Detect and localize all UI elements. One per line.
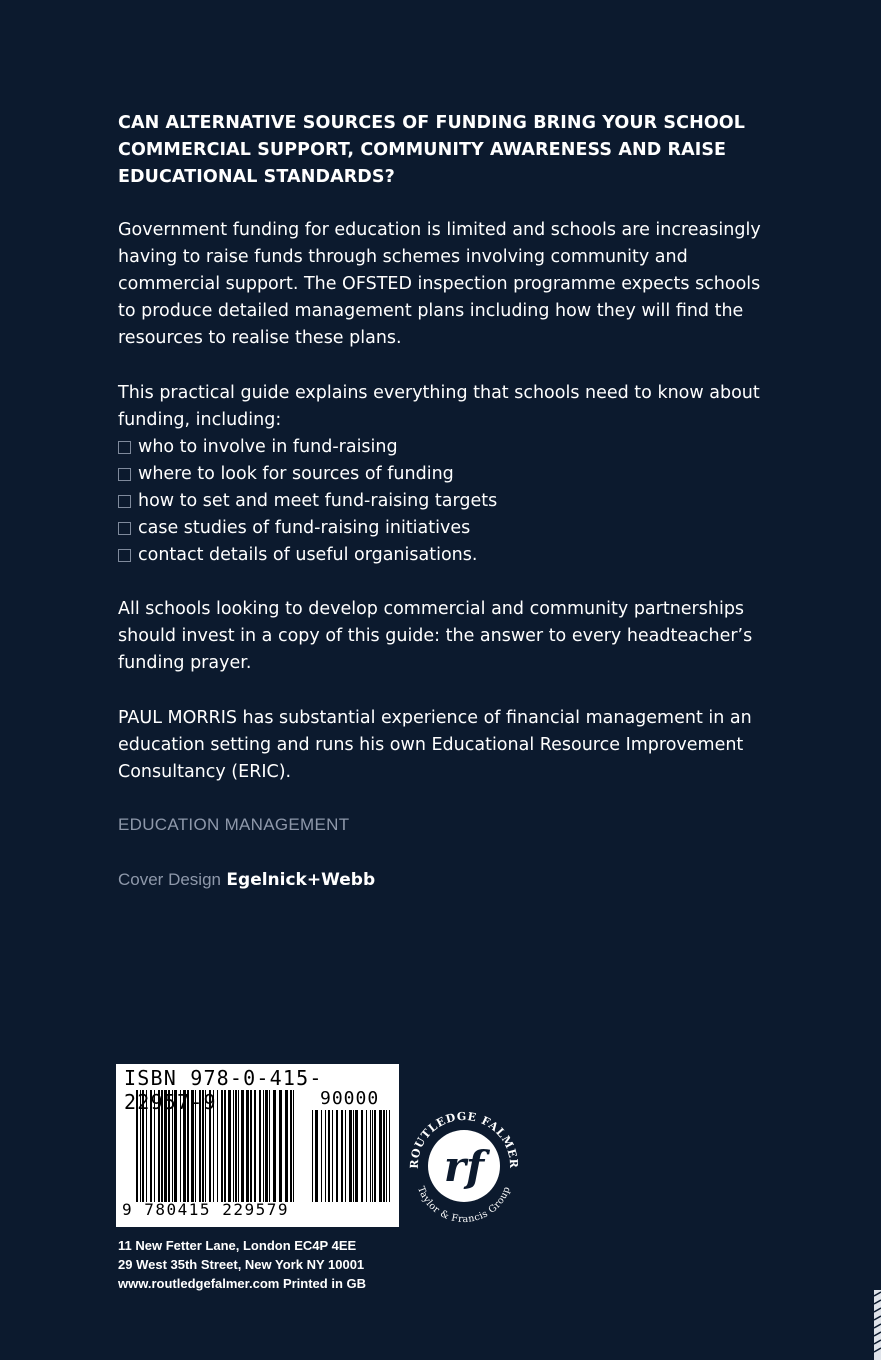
barcode-bar bbox=[379, 1110, 382, 1202]
author-bio: PAUL MORRIS has substantial experience of financial management in an education setting and runs his own Educational Resource Improvement Consultancy (ERIC). bbox=[118, 708, 752, 782]
square-bullet-icon bbox=[118, 549, 131, 562]
barcode-bar bbox=[349, 1110, 352, 1202]
address-line: www.routledgefalmer.com Printed in GB bbox=[118, 1276, 367, 1291]
guide-section bbox=[118, 380, 778, 569]
guide-list bbox=[118, 434, 778, 569]
barcode-bar bbox=[312, 1110, 313, 1202]
square-bullet-icon bbox=[118, 495, 131, 508]
recommendation-paragraph: All schools looking to develop commercial and community partnerships should invest in a copy of this guide: the answer to every headteacher’s funding prayer. bbox=[118, 599, 753, 673]
price-code: 90000 bbox=[320, 1088, 380, 1109]
ean-digits: 9 780415 229579 bbox=[122, 1200, 289, 1219]
list-item: case studies of fund-raising initiatives bbox=[118, 515, 778, 542]
barcode-bar bbox=[325, 1110, 326, 1202]
barcode-bar bbox=[389, 1110, 390, 1202]
publisher-address bbox=[118, 1236, 366, 1293]
barcode-bar bbox=[328, 1110, 330, 1202]
cover-design-label: Cover Design bbox=[118, 870, 221, 889]
barcode-bar bbox=[332, 1110, 333, 1202]
barcode-bar bbox=[370, 1110, 371, 1202]
barcode-bar bbox=[383, 1110, 385, 1202]
isbn-text: ISBN 978-0-415-22957-9 bbox=[124, 1066, 323, 1114]
barcode-bar bbox=[372, 1110, 373, 1202]
barcode-bar bbox=[345, 1110, 346, 1202]
square-bullet-icon bbox=[118, 468, 131, 481]
barcode-bar bbox=[315, 1110, 318, 1202]
barcode-bar bbox=[386, 1110, 387, 1202]
square-bullet-icon bbox=[118, 441, 131, 454]
logo-monogram: rf bbox=[443, 1142, 485, 1191]
list-item: where to look for sources of funding bbox=[118, 461, 778, 488]
list-item: who to involve in fund-raising bbox=[118, 434, 778, 461]
isbn-barcode bbox=[116, 1064, 399, 1227]
barcode-bar bbox=[336, 1110, 338, 1202]
address-line: 11 New Fetter Lane, London EC4P 4EE bbox=[118, 1238, 357, 1253]
logo-group-name: Taylor & Francis Group bbox=[415, 1184, 513, 1226]
list-item: how to set and meet fund-raising targets bbox=[118, 488, 778, 515]
barcode-bar bbox=[341, 1110, 343, 1202]
barcode-bar bbox=[353, 1110, 354, 1202]
intro-paragraph: Government funding for education is limited and schools are increasingly having to raise funds through schemes involving community and commercial support. The OFSTED inspection programme expects schools to produce detailed management plans including how they will find the resources to realise these plans. bbox=[118, 220, 761, 348]
barcode-bar bbox=[361, 1110, 363, 1202]
cover-design-credit bbox=[118, 870, 778, 890]
barcode-bar bbox=[355, 1110, 358, 1202]
barcode-bar bbox=[366, 1110, 367, 1202]
publisher-logo bbox=[402, 1104, 526, 1228]
list-item: contact details of useful organisations. bbox=[118, 542, 778, 569]
address-line: 29 West 35th Street, New York NY 10001 bbox=[118, 1257, 365, 1272]
edge-pattern bbox=[874, 1290, 881, 1360]
square-bullet-icon bbox=[118, 522, 131, 535]
cover-design-name: Egelnick+Webb bbox=[226, 870, 376, 890]
cover-heading: CAN ALTERNATIVE SOURCES OF FUNDING BRING YOUR SCHOOL COMMERCIAL SUPPORT, COMMUNITY AWARENESS AND RAISE EDUCATIONAL STANDARDS? bbox=[118, 113, 746, 187]
barcode-bar bbox=[321, 1110, 322, 1202]
barcode-bar bbox=[374, 1110, 376, 1202]
logo-publisher-name: ROUTLEDGE FALMER bbox=[407, 1109, 521, 1169]
series-label: EDUCATION MANAGEMENT bbox=[118, 815, 350, 834]
guide-intro: This practical guide explains everything that schools need to know about funding, including: bbox=[118, 383, 760, 430]
